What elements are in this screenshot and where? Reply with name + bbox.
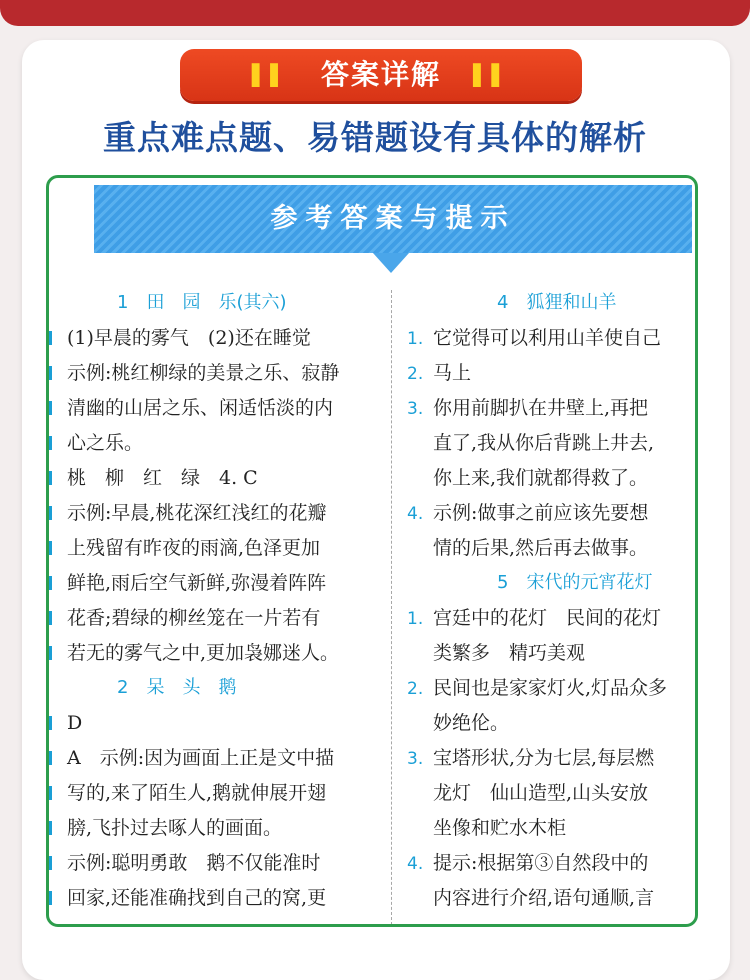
answer-marker <box>49 506 52 520</box>
answer-text: 龙灯 仙山造型,山头安放 <box>433 782 649 804</box>
answer-marker <box>49 611 52 625</box>
answer-line <box>67 568 326 598</box>
answer-line <box>407 883 654 913</box>
answer-text: 若无的雾气之中,更加袅娜迷人。 <box>67 642 340 664</box>
top-red-bar <box>0 0 750 26</box>
answer-marker <box>49 646 52 660</box>
answer-line <box>407 813 566 843</box>
answer-line <box>67 638 339 668</box>
answer-text: A 示例:因为画面上正是文中描 <box>67 747 335 769</box>
section-title <box>117 288 287 318</box>
section-title-text: 5 宋代的元宵花灯 <box>497 572 653 593</box>
answer-marker <box>49 366 52 380</box>
answer-text: 示例:做事之前应该先要想 <box>433 502 649 524</box>
answer-line <box>67 463 258 493</box>
answer-text: 清幽的山居之乐、闲适恬淡的内 <box>67 397 334 419</box>
answer-line <box>407 673 667 703</box>
answer-text: 你用前脚扒在井壁上,再把 <box>433 397 649 419</box>
answer-text: 马上 <box>433 362 472 384</box>
badge-mark-right: ▌▌ <box>473 63 510 87</box>
answer-marker <box>49 401 52 415</box>
reference-answer-banner <box>94 185 692 253</box>
answer-text: 写的,来了陌生人,鹅就伸展开翅 <box>67 782 327 804</box>
section-title-text: 1 田 园 乐(其六) <box>117 292 287 313</box>
section-title-text: 2 呆 头 鹅 <box>117 677 237 698</box>
answer-line <box>67 883 326 913</box>
answer-line <box>407 708 509 738</box>
answer-marker <box>49 541 52 555</box>
answer-marker <box>49 751 52 765</box>
answer-text: (1)早晨的雾气 (2)还在睡觉 <box>67 327 311 349</box>
question-number: 2. <box>407 364 424 384</box>
answer-line <box>67 428 143 458</box>
section-title <box>497 568 652 598</box>
answer-explanation-badge <box>180 49 582 101</box>
answer-line <box>67 778 326 808</box>
answer-text: 直了,我从你后背跳上井去, <box>433 432 655 454</box>
answer-text: 类繁多 精巧美观 <box>433 642 586 664</box>
answer-text: 示例:桃红柳绿的美景之乐、寂静 <box>67 362 340 384</box>
answer-text: 妙绝伦。 <box>433 712 510 734</box>
answer-line <box>407 533 648 563</box>
answer-line <box>407 463 648 493</box>
answer-line <box>67 358 339 388</box>
column-divider <box>391 290 392 927</box>
answer-text: D <box>67 712 83 734</box>
answer-text: 鲜艳,雨后空气新鲜,弥漫着阵阵 <box>67 572 327 594</box>
question-number: 1. <box>407 609 424 629</box>
answer-line <box>67 708 82 738</box>
answer-text: 花香;碧绿的柳丝笼在一片若有 <box>67 607 321 629</box>
answer-line <box>407 848 648 878</box>
answer-text: 宫廷中的花灯 民间的花灯 <box>433 607 662 629</box>
answer-line <box>67 743 334 773</box>
section-title <box>497 288 616 318</box>
answer-line <box>67 533 320 563</box>
answer-line <box>407 743 654 773</box>
section-title-text: 4 狐狸和山羊 <box>497 292 617 313</box>
answer-text: 示例:早晨,桃花深红浅红的花瓣 <box>67 502 327 524</box>
section-title <box>117 673 236 703</box>
answer-marker <box>49 821 52 835</box>
answer-text: 心之乐。 <box>67 432 144 454</box>
answer-line <box>407 603 661 633</box>
question-number: 2. <box>407 679 424 699</box>
answer-marker <box>49 436 52 450</box>
answer-marker <box>49 891 52 905</box>
answer-marker <box>49 471 52 485</box>
answer-marker <box>49 576 52 590</box>
question-number: 4. <box>407 504 424 524</box>
answer-line <box>407 428 654 458</box>
answer-line <box>67 323 311 353</box>
answer-line <box>407 638 585 668</box>
answer-text: 示例:聪明勇敢 鹅不仅能准时 <box>67 852 321 874</box>
answer-text: 宝塔形状,分为七层,每层燃 <box>433 747 655 769</box>
answer-text: 情的后果,然后再去做事。 <box>433 537 649 559</box>
banner-pointer <box>373 253 409 273</box>
answer-line <box>407 393 648 423</box>
answer-text: 提示:根据第③自然段中的 <box>433 852 649 874</box>
answer-text: 你上来,我们就都得救了。 <box>433 467 649 489</box>
answer-marker <box>49 716 52 730</box>
answer-line <box>67 813 282 843</box>
answer-marker <box>49 856 52 870</box>
answer-line <box>67 498 326 528</box>
answer-line <box>67 848 320 878</box>
answer-text: 坐像和贮水木柜 <box>433 817 567 839</box>
answer-marker <box>49 786 52 800</box>
answer-text: 回家,还能准确找到自己的窝,更 <box>67 887 327 909</box>
answer-text: 内容进行介绍,语句通顺,言 <box>433 887 655 909</box>
answer-line <box>407 498 648 528</box>
answer-line <box>67 603 320 633</box>
badge-mark-left: ▌▌ <box>252 63 289 87</box>
answer-line <box>407 358 471 388</box>
question-number: 4. <box>407 854 424 874</box>
answer-line <box>67 393 333 423</box>
answer-marker <box>49 331 52 345</box>
answer-line <box>407 778 648 808</box>
banner-title: 参考答案与提示 <box>270 203 516 234</box>
question-number: 3. <box>407 399 424 419</box>
question-number: 1. <box>407 329 424 349</box>
answer-text: 它觉得可以利用山羊使自己 <box>433 327 662 349</box>
answer-text: 民间也是家家灯火,灯品众多 <box>433 677 668 699</box>
answer-text: 上残留有昨夜的雨滴,色泽更加 <box>67 537 321 559</box>
page-headline: 重点难点题、易错题设有具体的解析 <box>103 118 647 157</box>
answer-text: 膀,飞扑过去啄人的画面。 <box>67 817 283 839</box>
question-number: 3. <box>407 749 424 769</box>
badge-label: 答案详解 <box>320 58 441 91</box>
answer-frame <box>46 175 698 927</box>
answer-text: 桃 柳 红 绿 4. C <box>67 467 258 489</box>
answer-line <box>407 323 661 353</box>
